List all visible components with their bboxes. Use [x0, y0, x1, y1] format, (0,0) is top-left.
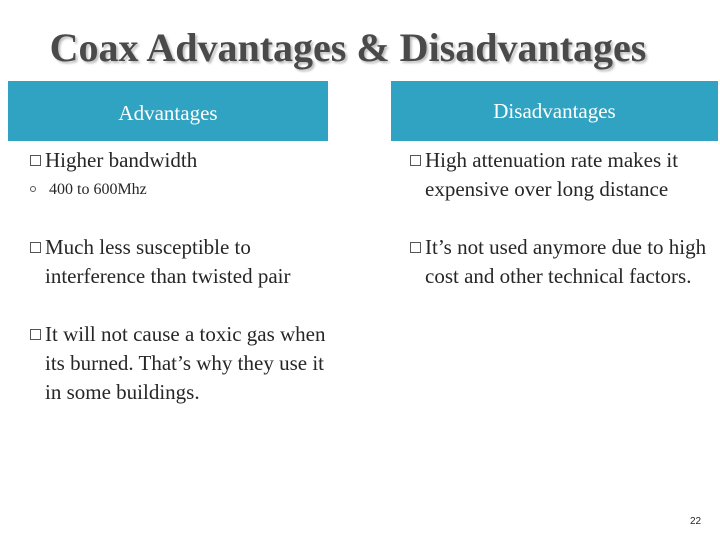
bullet-text: Higher bandwidth — [45, 148, 198, 172]
list-item — [30, 233, 330, 291]
disadvantages-list — [410, 146, 710, 320]
list-item — [410, 146, 710, 204]
square-bullet-icon — [30, 242, 41, 253]
sub-bullet-text: 400 to 600Mhz — [49, 181, 147, 198]
bullet-text: It will not cause a toxic gas when its burned. That’s why they use it in some buildings. — [45, 322, 326, 404]
bullet-text: High attenuation rate makes it expensive over long distance — [425, 148, 679, 201]
list-item — [30, 146, 330, 175]
advantages-list — [30, 146, 330, 436]
page-number: 22 — [690, 516, 702, 527]
advantages-header — [8, 81, 328, 141]
bullet-text: It’s not used anymore due to high cost and other technical factors. — [425, 235, 707, 288]
square-bullet-icon — [30, 329, 41, 340]
sub-list-item — [30, 175, 330, 204]
disadvantages-header-label: Disadvantages — [493, 99, 616, 123]
square-bullet-icon — [410, 242, 421, 253]
disadvantages-header — [391, 81, 718, 141]
list-item — [410, 233, 710, 291]
advantages-header-label: Advantages — [118, 101, 218, 125]
slide-title: Coax Advantages & Disadvantages — [49, 25, 647, 70]
bullet-text: Much less susceptible to interference than twisted pair — [45, 235, 291, 288]
list-item — [30, 320, 330, 407]
circle-bullet-icon — [30, 186, 36, 192]
square-bullet-icon — [410, 155, 421, 166]
square-bullet-icon — [30, 155, 41, 166]
